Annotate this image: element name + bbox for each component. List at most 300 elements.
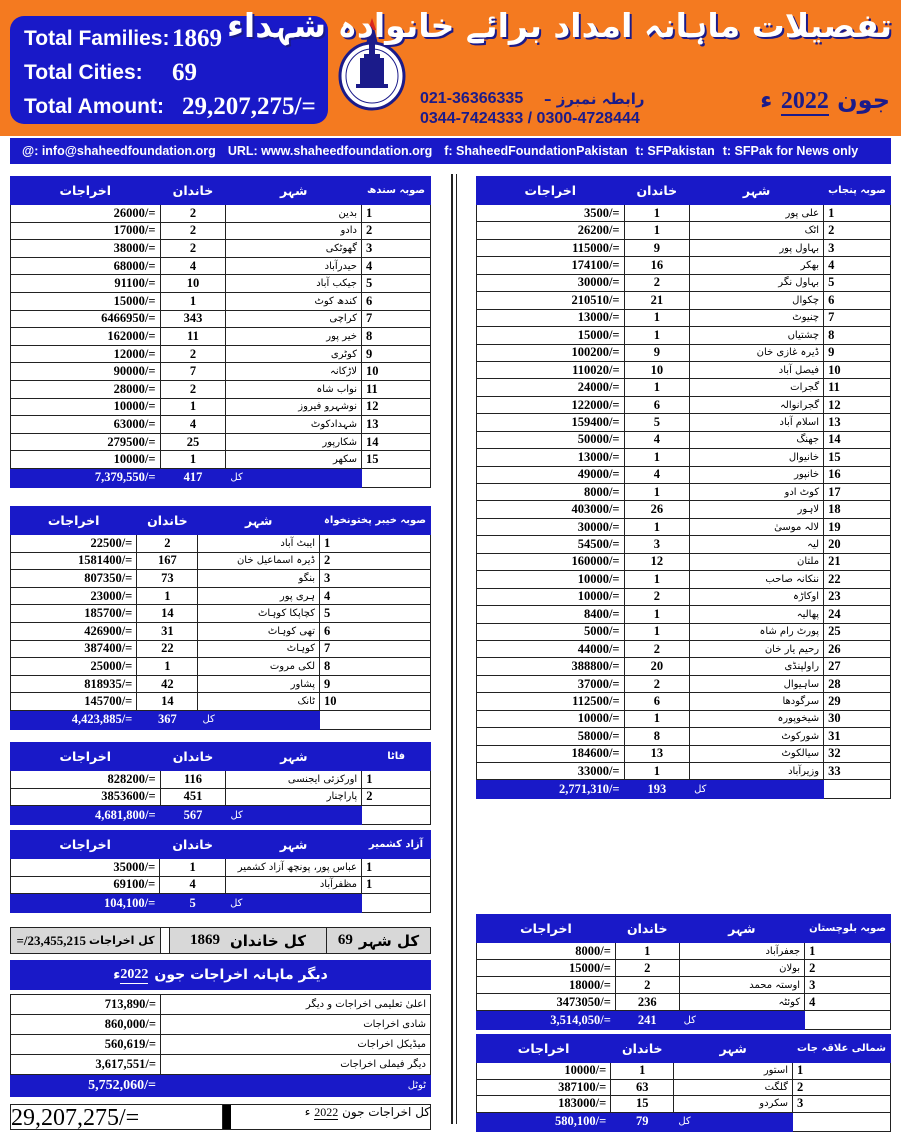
punjab-city-cell: پورٹ رام شاہ (690, 623, 824, 640)
other-expense-row (11, 995, 431, 1015)
punjab-number-cell: 12 (824, 396, 891, 413)
punjab-number-cell: 22 (824, 571, 891, 588)
month-year-value: 2022 (780, 88, 829, 114)
punjab-total-label: کل (690, 780, 824, 799)
grand-exp-cell (11, 928, 161, 953)
sindh-families-cell: 4 (160, 416, 226, 434)
punjab-expense-cell: 122000/= (477, 396, 625, 413)
sindh-total-label: کل (226, 468, 362, 487)
sindh-families-cell: 2 (160, 222, 226, 240)
kpk-expense-cell: 426900/= (11, 622, 137, 640)
other-total-label: ٹوٹل (161, 1075, 431, 1097)
fata-expense-cell: 3853600/= (11, 788, 161, 806)
northern-city-cell: سکردو (674, 1096, 793, 1113)
punjab-row (477, 361, 891, 378)
ajk-expense-header: اخراجات (11, 831, 160, 859)
balochistan-city-cell: اوستہ محمد (679, 977, 804, 994)
northern-expense-cell: 10000/= (477, 1063, 611, 1080)
sindh-row (11, 257, 431, 275)
punjab-row (477, 536, 891, 553)
punjab-city-header: شہر (690, 177, 824, 205)
kpk-expense-cell: 387400/= (11, 640, 137, 658)
kpk-row (11, 570, 431, 588)
northern-families-cell: 15 (611, 1096, 674, 1113)
punjab-row (477, 449, 891, 466)
kpk-row (11, 693, 431, 711)
other-expense-value: 713,890/= (11, 995, 161, 1015)
balochistan-city-cell: بولان (679, 960, 804, 977)
kpk-expense-cell: 22500/= (11, 535, 137, 553)
month-year-suffix: ء (760, 86, 773, 114)
northern-city-cell: گلگت (674, 1079, 793, 1096)
sindh-city-cell: خیر پور (226, 328, 362, 346)
punjab-expense-cell: 33000/= (477, 763, 625, 780)
ajk-total-blank (362, 894, 431, 913)
punjab-city-cell: چنیوٹ (690, 309, 824, 326)
other-expense-row (11, 1055, 431, 1075)
punjab-number-cell: 14 (824, 431, 891, 448)
fata-city-header: شہر (226, 743, 362, 771)
grand-city-value: 69 (337, 932, 353, 948)
punjab-row (477, 606, 891, 623)
grand-total-row (10, 927, 431, 954)
kpk-city-cell: پشاور (198, 675, 320, 693)
punjab-families-cell: 20 (624, 658, 690, 675)
balochistan-number-cell: 1 (805, 943, 891, 960)
sindh-row (11, 416, 431, 434)
sindh-families-cell: 4 (160, 257, 226, 275)
punjab-expense-cell: 160000/= (477, 553, 625, 570)
punjab-row (477, 763, 891, 780)
fata-city-cell: اورکزئی ایجنسی (226, 771, 362, 789)
other-expenses-title: دیگر ماہانہ اخراجات جون (154, 967, 328, 983)
punjab-number-cell: 29 (824, 693, 891, 710)
total-families-row (24, 24, 222, 54)
fata-families-cell: 451 (160, 788, 226, 806)
kpk-city-header: شہر (198, 507, 320, 535)
punjab-number-cell: 32 (824, 745, 891, 762)
punjab-row (477, 728, 891, 745)
punjab-number-cell: 8 (824, 327, 891, 344)
fata-row (11, 788, 431, 806)
kpk-number-cell: 8 (320, 658, 431, 676)
punjab-city-cell: ساہیوال (690, 675, 824, 692)
punjab-families-cell: 1 (624, 623, 690, 640)
sindh-row (11, 398, 431, 416)
punjab-table (476, 176, 891, 799)
kpk-city-cell: بنگو (198, 570, 320, 588)
kpk-families-cell: 14 (137, 693, 198, 711)
punjab-number-cell: 15 (824, 449, 891, 466)
northern-row (477, 1079, 891, 1096)
contact-info-bar (10, 138, 891, 164)
punjab-expense-cell: 24000/= (477, 379, 625, 396)
punjab-city-cell: گجرات (690, 379, 824, 396)
punjab-families-cell: 2 (624, 640, 690, 657)
northern-province-header: شمالی علاقہ جات (792, 1035, 890, 1063)
punjab-expense-cell: 112500/= (477, 693, 625, 710)
punjab-row (477, 588, 891, 605)
punjab-city-cell: بھکر (690, 257, 824, 274)
punjab-row (477, 222, 891, 239)
balochistan-total-label: کل (679, 1011, 804, 1030)
balochistan-expense-cell: 8000/= (477, 943, 616, 960)
punjab-row (477, 205, 891, 222)
northern-expense-cell: 387100/= (477, 1079, 611, 1096)
kpk-city-cell: کچاپکا کوہاٹ (198, 605, 320, 623)
punjab-city-cell: لیہ (690, 536, 824, 553)
punjab-number-cell: 25 (824, 623, 891, 640)
fata-families-header: خاندان (160, 743, 226, 771)
balochistan-families-cell: 2 (615, 977, 679, 994)
total-amount-label: Total Amount: (24, 95, 164, 118)
sindh-number-cell: 2 (361, 222, 430, 240)
kpk-families-cell: 22 (137, 640, 198, 658)
balochistan-row (477, 943, 891, 960)
balochistan-city-header: شہر (679, 915, 804, 943)
fata-total-families: 567 (160, 806, 226, 825)
kpk-row (11, 535, 431, 553)
punjab-families-cell: 12 (624, 553, 690, 570)
punjab-row (477, 344, 891, 361)
total-cities-label: Total Cities: (24, 61, 143, 84)
punjab-families-cell: 26 (624, 501, 690, 518)
punjab-number-cell: 24 (824, 606, 891, 623)
kpk-row (11, 605, 431, 623)
punjab-number-cell: 26 (824, 640, 891, 657)
ajk-number-cell: 1 (362, 859, 431, 877)
punjab-number-cell: 10 (824, 361, 891, 378)
sindh-number-cell: 4 (361, 257, 430, 275)
sindh-expense-header: اخراجات (11, 177, 161, 205)
sindh-city-cell: شکارپور (226, 433, 362, 451)
kpk-total-row (11, 710, 431, 729)
punjab-row (477, 675, 891, 692)
final-total-suffix: ء (304, 1105, 311, 1119)
punjab-number-cell: 21 (824, 553, 891, 570)
kpk-number-cell: 9 (320, 675, 431, 693)
other-expenses-year: 2022 (120, 966, 149, 982)
northern-families-cell: 1 (611, 1063, 674, 1080)
kpk-families-cell: 167 (137, 552, 198, 570)
kpk-families-cell: 42 (137, 675, 198, 693)
punjab-expense-cell: 8400/= (477, 606, 625, 623)
punjab-expense-cell: 159400/= (477, 414, 625, 431)
sindh-row (11, 240, 431, 258)
kpk-row (11, 552, 431, 570)
sindh-number-cell: 6 (361, 292, 430, 310)
other-expenses-table (10, 994, 431, 1097)
sindh-number-cell: 3 (361, 240, 430, 258)
fata-number-cell: 1 (362, 771, 431, 789)
punjab-city-cell: شیخوپورہ (690, 710, 824, 727)
grand-fam-value: 1869 (189, 932, 220, 948)
kpk-families-cell: 1 (137, 658, 198, 676)
punjab-row (477, 431, 891, 448)
email-link[interactable]: @: info@shaheedfoundation.org (22, 144, 216, 158)
kpk-expense-cell: 25000/= (11, 658, 137, 676)
punjab-families-cell: 1 (624, 710, 690, 727)
website-link[interactable]: URL: www.shaheedfoundation.org (227, 144, 433, 158)
sindh-number-cell: 14 (361, 433, 430, 451)
twitter-link[interactable]: t: SFPakistan (635, 144, 715, 158)
sindh-total-expense: 7,379,550/= (11, 468, 161, 487)
punjab-row (477, 571, 891, 588)
kpk-row (11, 587, 431, 605)
facebook-link[interactable]: f: ShaheedFoundationPakistan (444, 144, 628, 158)
grand-fam-cell (169, 928, 327, 953)
punjab-number-cell: 4 (824, 257, 891, 274)
northern-expense-cell: 183000/= (477, 1096, 611, 1113)
other-expense-row (11, 1035, 431, 1055)
sindh-families-cell: 2 (160, 345, 226, 363)
sindh-expense-cell: 15000/= (11, 292, 161, 310)
punjab-expense-cell: 50000/= (477, 431, 625, 448)
sindh-province-header: صوبہ سندھ (361, 177, 430, 205)
balochistan-families-cell: 2 (615, 960, 679, 977)
sindh-row (11, 328, 431, 346)
punjab-row (477, 484, 891, 501)
column-divider-inner (456, 174, 457, 1124)
other-expense-value: 560,619/= (11, 1035, 161, 1055)
sindh-city-cell: شہدادکوٹ (226, 416, 362, 434)
balochistan-total-blank (805, 1011, 891, 1030)
northern-total-row (477, 1112, 891, 1131)
kpk-number-cell: 2 (320, 552, 431, 570)
sindh-number-cell: 7 (361, 310, 430, 328)
punjab-families-cell: 6 (624, 396, 690, 413)
northern-total-families: 79 (611, 1112, 674, 1131)
punjab-families-cell: 1 (624, 205, 690, 222)
sindh-number-cell: 1 (361, 205, 430, 223)
kpk-families-cell: 14 (137, 605, 198, 623)
kpk-city-cell: ہری پور (198, 587, 320, 605)
punjab-city-cell: کوٹ ادو (690, 484, 824, 501)
balochistan-expense-cell: 18000/= (477, 977, 616, 994)
punjab-families-cell: 9 (624, 344, 690, 361)
punjab-number-cell: 19 (824, 518, 891, 535)
punjab-city-cell: پھالیہ (690, 606, 824, 623)
sindh-number-cell: 8 (361, 328, 430, 346)
punjab-total-row (477, 780, 891, 799)
punjab-city-cell: راولپنڈی (690, 658, 824, 675)
sindh-families-cell: 11 (160, 328, 226, 346)
ajk-total-label: کل (226, 894, 362, 913)
punjab-row (477, 327, 891, 344)
punjab-city-cell: رحیم یار خان (690, 640, 824, 657)
sindh-families-cell: 343 (160, 310, 226, 328)
other-expense-row (11, 1015, 431, 1035)
punjab-number-cell: 2 (824, 222, 891, 239)
punjab-city-cell: گجرانوالہ (690, 396, 824, 413)
punjab-expense-cell: 30000/= (477, 518, 625, 535)
punjab-number-cell: 28 (824, 675, 891, 692)
punjab-expense-cell: 10000/= (477, 710, 625, 727)
punjab-row (477, 640, 891, 657)
punjab-row (477, 623, 891, 640)
punjab-families-cell: 10 (624, 361, 690, 378)
punjab-expense-cell: 58000/= (477, 728, 625, 745)
kpk-header-row (11, 507, 431, 535)
kpk-families-cell: 73 (137, 570, 198, 588)
other-expense-label: اعلیٰ تعلیمی اخراجات و دیگر (161, 995, 431, 1015)
grand-exp-value: 23,455,215/= (16, 932, 87, 948)
sindh-row (11, 310, 431, 328)
northern-table (476, 1034, 891, 1132)
sindh-row (11, 363, 431, 381)
sindh-expense-cell: 279500/= (11, 433, 161, 451)
kpk-families-cell: 1 (137, 587, 198, 605)
twitter-news-link[interactable]: t: SFPak for News only (722, 144, 859, 158)
punjab-families-cell: 3 (624, 536, 690, 553)
punjab-province-header: صوبہ پنجاب (824, 177, 891, 205)
kpk-row (11, 658, 431, 676)
kpk-expense-cell: 818935/= (11, 675, 137, 693)
punjab-families-cell: 4 (624, 431, 690, 448)
punjab-header-row (477, 177, 891, 205)
punjab-families-cell: 1 (624, 449, 690, 466)
other-expenses-suffix: ء (113, 967, 121, 983)
kpk-province-header: صوبہ خیبر پختونخواہ (320, 507, 431, 535)
punjab-families-cell: 1 (624, 222, 690, 239)
punjab-families-cell: 1 (624, 763, 690, 780)
punjab-city-cell: فیصل آباد (690, 361, 824, 378)
sindh-expense-cell: 17000/= (11, 222, 161, 240)
punjab-families-cell: 13 (624, 745, 690, 762)
fata-families-cell: 116 (160, 771, 226, 789)
northern-row (477, 1096, 891, 1113)
punjab-city-cell: علی پور (690, 205, 824, 222)
sindh-families-cell: 1 (160, 451, 226, 469)
northern-total-expense: 580,100/= (477, 1112, 611, 1131)
punjab-expense-cell: 13000/= (477, 449, 625, 466)
punjab-families-cell: 1 (624, 309, 690, 326)
balochistan-table (476, 914, 891, 1030)
other-expense-label: میڈیکل اخراجات (161, 1035, 431, 1055)
sindh-expense-cell: 28000/= (11, 380, 161, 398)
punjab-expense-cell: 10000/= (477, 588, 625, 605)
month-year (700, 86, 890, 115)
phone-secondary: 0344-7424333 / 0300-4728444 (420, 110, 640, 127)
ajk-total-row (11, 894, 431, 913)
total-families-value: 1869 (172, 25, 222, 52)
punjab-city-cell: خانپور (690, 466, 824, 483)
northern-number-cell: 3 (792, 1096, 890, 1113)
balochistan-row (477, 994, 891, 1011)
punjab-total-expense: 2,771,310/= (477, 780, 625, 799)
kpk-total-blank (320, 710, 431, 729)
punjab-row (477, 274, 891, 291)
sindh-families-cell: 1 (160, 398, 226, 416)
final-total-label-cell (231, 1105, 430, 1129)
kpk-city-cell: ایبٹ آباد (198, 535, 320, 553)
grand-exp-label: کل اخراجات (89, 934, 155, 947)
kpk-number-cell: 10 (320, 693, 431, 711)
kpk-row (11, 622, 431, 640)
other-expenses-header (10, 960, 431, 990)
sindh-total-blank (361, 468, 430, 487)
punjab-row (477, 693, 891, 710)
kpk-families-cell: 31 (137, 622, 198, 640)
punjab-number-cell: 23 (824, 588, 891, 605)
fata-expense-header: اخراجات (11, 743, 161, 771)
punjab-city-cell: اٹک (690, 222, 824, 239)
sindh-row (11, 345, 431, 363)
punjab-expense-cell: 3500/= (477, 205, 625, 222)
northern-total-label: کل (674, 1112, 793, 1131)
punjab-expense-cell: 210510/= (477, 292, 625, 309)
punjab-families-cell: 2 (624, 675, 690, 692)
punjab-expense-cell: 110020/= (477, 361, 625, 378)
kpk-city-cell: ڈیرہ اسماعیل خان (198, 552, 320, 570)
kpk-row (11, 640, 431, 658)
sindh-city-cell: دادو (226, 222, 362, 240)
punjab-city-cell: ننکانہ صاحب (690, 571, 824, 588)
ajk-expense-cell: 35000/= (11, 859, 160, 877)
punjab-number-cell: 16 (824, 466, 891, 483)
punjab-families-cell: 1 (624, 379, 690, 396)
punjab-city-cell: ڈیرہ غازی خان (690, 344, 824, 361)
balochistan-city-cell: کوئٹہ (679, 994, 804, 1011)
grand-city-label: کل شہر (358, 931, 420, 950)
punjab-row (477, 466, 891, 483)
final-total-year: 2022 (314, 1105, 339, 1119)
sindh-city-cell: سکھر (226, 451, 362, 469)
kpk-expense-cell: 145700/= (11, 693, 137, 711)
fata-total-label: کل (226, 806, 362, 825)
sindh-expense-cell: 162000/= (11, 328, 161, 346)
punjab-families-cell: 2 (624, 274, 690, 291)
punjab-city-cell: وزیرآباد (690, 763, 824, 780)
punjab-row (477, 658, 891, 675)
kpk-row (11, 675, 431, 693)
sindh-number-cell: 5 (361, 275, 430, 293)
sindh-expense-cell: 90000/= (11, 363, 161, 381)
other-total-value: 5,752,060/= (11, 1075, 161, 1097)
sindh-city-header: شہر (226, 177, 362, 205)
punjab-city-cell: سیالکوٹ (690, 745, 824, 762)
balochistan-total-expense: 3,514,050/= (477, 1011, 616, 1030)
balochistan-families-cell: 1 (615, 943, 679, 960)
sindh-row (11, 433, 431, 451)
sindh-city-cell: کندھ کوٹ (226, 292, 362, 310)
fata-total-row (11, 806, 431, 825)
kpk-number-cell: 1 (320, 535, 431, 553)
punjab-number-cell: 17 (824, 484, 891, 501)
punjab-row (477, 414, 891, 431)
sindh-number-cell: 12 (361, 398, 430, 416)
ajk-families-cell: 1 (160, 859, 226, 877)
punjab-number-cell: 3 (824, 239, 891, 256)
ajk-families-header: خاندان (160, 831, 226, 859)
kpk-city-cell: لکی مروت (198, 658, 320, 676)
kpk-expense-cell: 807350/= (11, 570, 137, 588)
total-families-label: Total Families: (24, 27, 170, 50)
sindh-number-cell: 10 (361, 363, 430, 381)
punjab-city-cell: بہاول نگر (690, 274, 824, 291)
final-total-row (10, 1104, 431, 1130)
punjab-families-header: خاندان (624, 177, 690, 205)
kpk-number-cell: 6 (320, 622, 431, 640)
month-label: جون (837, 86, 890, 114)
column-divider (451, 174, 453, 1124)
kpk-table (10, 506, 431, 730)
sindh-families-cell: 1 (160, 292, 226, 310)
sindh-expense-cell: 38000/= (11, 240, 161, 258)
punjab-city-cell: اسلام آباد (690, 414, 824, 431)
sindh-city-cell: بدین (226, 205, 362, 223)
northern-number-cell: 2 (792, 1079, 890, 1096)
